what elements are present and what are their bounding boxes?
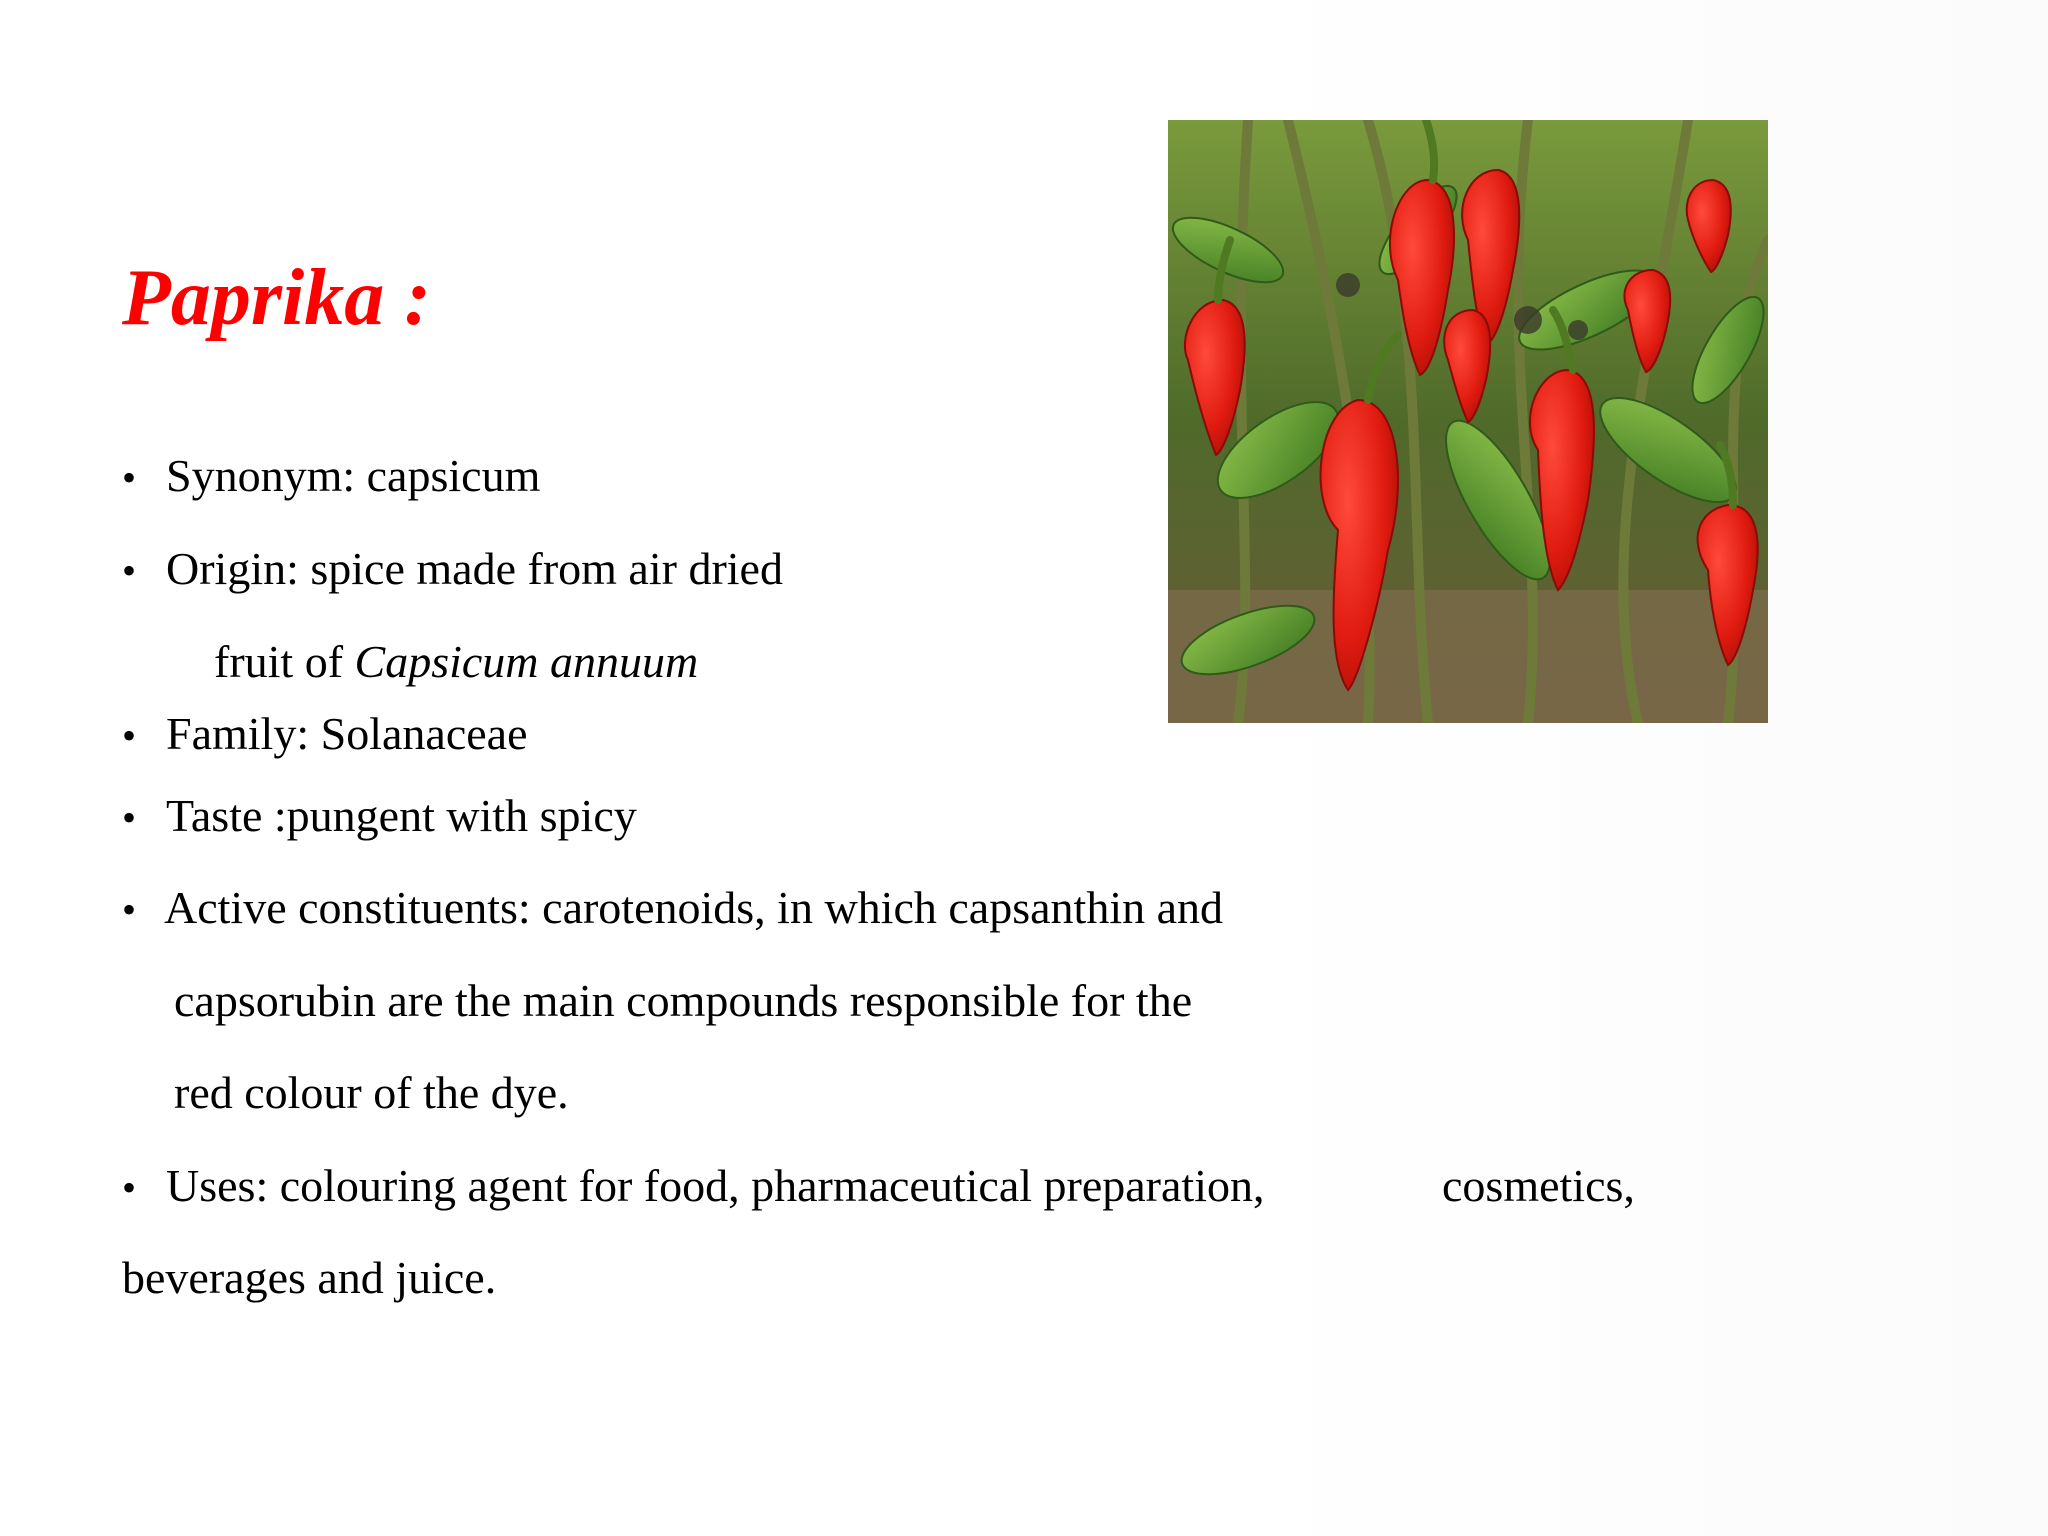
family-text: Family: Solanaceae [166, 708, 528, 759]
synonym-text: Synonym: capsicum [166, 450, 541, 501]
bullet-glyph: • [122, 713, 137, 758]
taste-text: Taste :pungent with spicy [166, 790, 637, 841]
origin-text-line1: Origin: spice made from air dried [166, 543, 783, 594]
origin-text-prefix: fruit of [214, 636, 355, 687]
bullet-uses [122, 1160, 1265, 1211]
slide-title: Paprika : [122, 254, 431, 342]
active-continuation-2 [174, 1067, 569, 1118]
origin-continuation [214, 636, 699, 687]
bullet-synonym [122, 450, 541, 501]
species-name: Capsicum annuum [354, 636, 699, 687]
bullet-taste [122, 790, 637, 841]
bullet-glyph: • [122, 455, 137, 500]
active-text-line3: red colour of the dye. [174, 1067, 569, 1118]
bullet-glyph: • [122, 1165, 137, 1210]
bullet-glyph: • [122, 548, 137, 593]
bullet-family [122, 708, 528, 759]
bullet-glyph: • [122, 795, 137, 840]
active-text-line1: Active constituents: carotenoids, in which capsanthin and [164, 882, 1224, 933]
uses-text-line1b: cosmetics, [1442, 1160, 1635, 1211]
bullet-origin [122, 543, 783, 594]
active-continuation-1 [174, 975, 1193, 1026]
uses-text-line2: beverages and juice. [122, 1252, 497, 1303]
active-text-line2: capsorubin are the main compounds responsible for the [174, 975, 1193, 1026]
uses-continuation [122, 1252, 497, 1303]
bullet-active-constituents [122, 882, 1224, 933]
bullet-glyph: • [122, 887, 137, 932]
uses-text-line1b-wrap [1442, 1160, 1635, 1211]
uses-text-line1a: Uses: colouring agent for food, pharmaceutical preparation, [166, 1160, 1265, 1211]
red-pepper-photo [1168, 120, 1768, 723]
